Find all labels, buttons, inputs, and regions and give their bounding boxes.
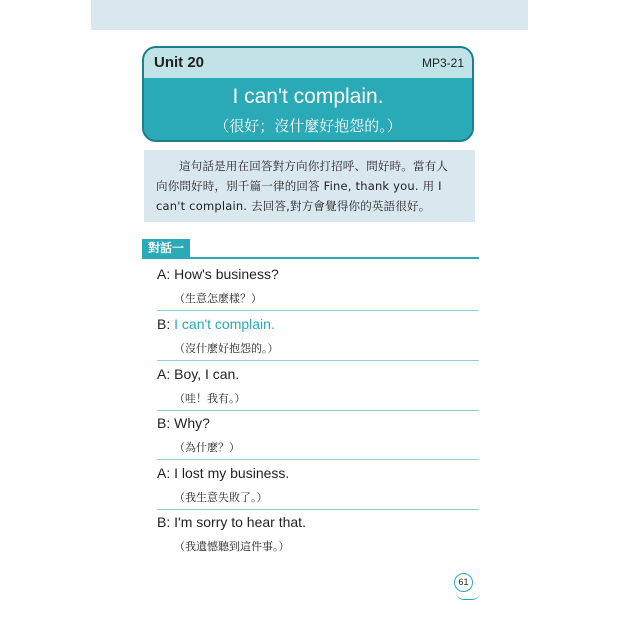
dialog-line (157, 316, 275, 332)
unit-number: Unit 20 (154, 54, 205, 71)
speaker-label: A: (157, 366, 171, 382)
utterance-translation: （哇！我有。） (174, 392, 246, 405)
utterance-translation: （我生意失敗了。） (174, 491, 268, 504)
turn-divider (157, 410, 479, 411)
utterance: Boy, I can. (174, 366, 240, 382)
turn-divider (157, 360, 479, 361)
utterance-highlighted: I can't complain. (174, 316, 275, 332)
dialog-line (157, 415, 210, 431)
dialog-turn (157, 514, 479, 564)
utterance: I lost my business. (174, 465, 290, 481)
utterance-translation: （沒什麼好抱怨的。） (174, 342, 279, 355)
speaker-label: A: (157, 266, 171, 282)
utterance-translation: （為什麼？） (174, 441, 240, 454)
turn-divider (157, 509, 479, 510)
dialog-turn (157, 266, 479, 316)
utterance-translation: （生意怎麼樣？） (174, 292, 262, 305)
speaker-label: B: (157, 316, 171, 332)
page-number-swoosh (456, 592, 480, 600)
dialog-divider (142, 257, 479, 259)
dialog-line (157, 465, 289, 481)
audio-track-label: MP3-21 (421, 56, 464, 70)
utterance: I'm sorry to hear that. (174, 514, 306, 530)
dialog-turn (157, 465, 479, 515)
speaker-label: A: (157, 465, 171, 481)
dialog-line (157, 366, 239, 382)
dialog-turn (157, 316, 479, 366)
dialog-turn (157, 415, 479, 465)
utterance: Why? (174, 415, 210, 431)
intro-line: can't complain. 去回答,對方會覺得你的英語很好。 (156, 199, 431, 213)
dialog-line (157, 266, 279, 282)
page-number: 61 (454, 573, 473, 592)
phrase-translation: （很好；沒什麼好抱怨的。） (214, 117, 402, 135)
dialog-line (157, 514, 306, 530)
speaker-label: B: (157, 415, 171, 431)
intro-line: 這句話是用在回答對方向你打招呼、問好時。當有人 (179, 159, 449, 173)
intro-line: 向你問好時，別千篇一律的回答 Fine, thank you. 用 I (156, 179, 442, 193)
top-band (91, 0, 528, 30)
turn-divider (157, 310, 479, 311)
unit-header-box (142, 46, 474, 142)
intro-note (144, 150, 475, 222)
dialog-turn (157, 366, 479, 416)
turn-divider (157, 459, 479, 460)
speaker-label: B: (157, 514, 171, 530)
utterance: How's business? (174, 266, 279, 282)
dialog-label: 對話一 (142, 239, 190, 257)
phrase-title: I can't complain. (232, 85, 384, 108)
utterance-translation: （我遺憾聽到這件事。） (174, 540, 290, 553)
